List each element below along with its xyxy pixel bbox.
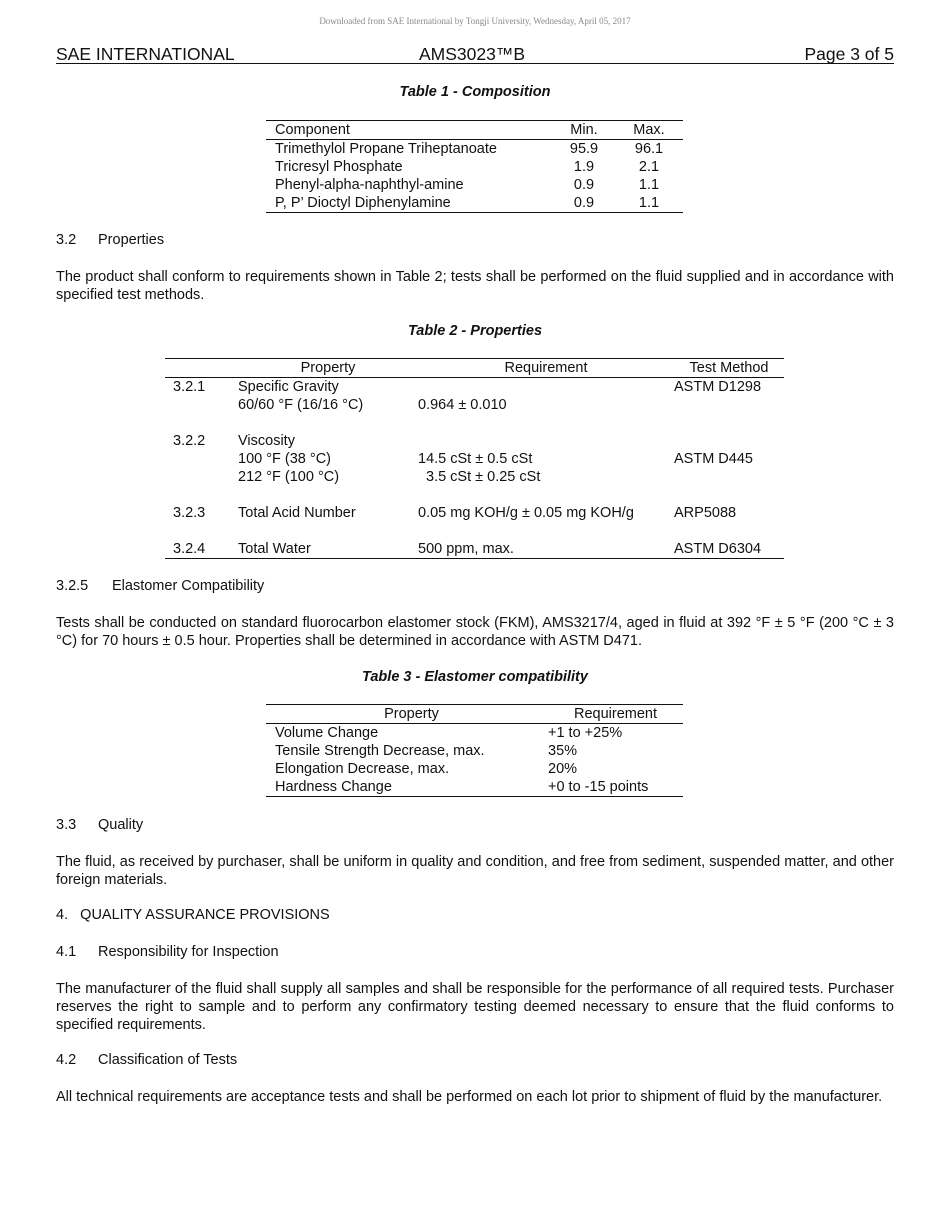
properties-table — [165, 358, 784, 559]
download-watermark: Downloaded from SAE International by Tongji University, Wednesday, April 05, 2017 — [319, 16, 631, 26]
test-method-cell: ASTM D1298 — [674, 379, 762, 395]
property-cell: Total Acid Number — [238, 505, 356, 521]
max-cell: 2.1 — [638, 159, 660, 175]
header-org: SAE INTERNATIONAL — [56, 44, 235, 64]
property-cell: 100 °F (38 °C) — [238, 451, 331, 467]
property-cell: Specific Gravity — [238, 379, 339, 395]
section-title: Responsibility for Inspection — [98, 944, 279, 960]
table-row — [165, 504, 784, 522]
table-header-row — [266, 121, 683, 140]
requirement-cell — [418, 378, 674, 397]
section-title: Elastomer Compatibility — [112, 578, 265, 594]
min-cell: 1.9 — [573, 159, 595, 175]
requirement-cell: 35% — [548, 743, 578, 759]
component-cell: Tricresyl Phosphate — [275, 159, 403, 175]
header-rule — [56, 63, 894, 64]
min-cell: 95.9 — [569, 141, 599, 157]
test-method-cell: ASTM D6304 — [674, 541, 762, 557]
section-number: 3.2 — [56, 232, 77, 248]
section-title: Quality — [98, 817, 144, 833]
table-row — [266, 140, 683, 159]
col-header-requirement: Requirement — [548, 705, 683, 724]
section-3-2-heading — [56, 232, 164, 248]
property-cell: Elongation Decrease, max. — [275, 761, 450, 777]
table-row — [165, 378, 784, 397]
test-method-cell: ARP5088 — [674, 505, 737, 521]
composition-table — [266, 120, 683, 213]
table-header-row — [266, 705, 683, 724]
requirement-cell: +1 to +25% — [548, 725, 623, 741]
section-3-2-5-text: Tests shall be conducted on standard fluorocarbon elastomer stock (FKM), AMS3217/4, aged in fluid at 392 °F ± 5 °F (200 °C ± 3 °C) for 70 hours ± 0.5 hour. Properties shall be determined in accordance with ASTM D471. — [56, 615, 894, 649]
table-row — [266, 742, 683, 760]
requirement-cell: 3.5 cSt ± 0.25 cSt — [426, 469, 541, 485]
min-cell: 0.9 — [573, 177, 595, 193]
section-title: Properties — [98, 232, 165, 248]
max-cell: 1.1 — [638, 195, 660, 211]
col-header-test-method: Test Method — [674, 359, 784, 378]
max-cell: 96.1 — [634, 141, 664, 157]
test-method-cell: ASTM D445 — [674, 451, 753, 467]
property-cell: Volume Change — [275, 725, 379, 741]
property-cell: 60/60 °F (16/16 °C) — [238, 397, 364, 413]
paragraph-number: 3.2.1 — [173, 379, 206, 395]
header-doc-number: AMS3023™B — [419, 44, 526, 64]
table1-caption: Table 1 - Composition — [399, 84, 551, 100]
col-header-property: Property — [238, 359, 418, 378]
requirement-cell: +0 to -15 points — [548, 779, 649, 795]
table-row — [165, 432, 784, 450]
table-row — [165, 540, 784, 559]
table-row — [165, 396, 784, 414]
table-row — [266, 158, 683, 176]
col-header-min: Min. — [553, 121, 615, 140]
section-4-heading: 4. QUALITY ASSURANCE PROVISIONS — [56, 907, 330, 923]
table-row — [266, 778, 683, 797]
section-4-2-heading — [56, 1052, 237, 1068]
elastomer-compatibility-table — [266, 704, 683, 797]
component-cell: Trimethylol Propane Triheptanoate — [275, 141, 497, 157]
paragraph-number: 3.2.3 — [173, 505, 206, 521]
header-page-number: Page 3 of 5 — [804, 44, 894, 64]
table2-caption: Table 2 - Properties — [407, 323, 543, 339]
property-cell: Viscosity — [238, 433, 295, 449]
requirement-cell: 14.5 cSt ± 0.5 cSt — [418, 451, 533, 467]
section-number: 4.1 — [56, 944, 77, 960]
property-cell: Total Water — [238, 541, 311, 557]
property-cell: 212 °F (100 °C) — [238, 469, 340, 485]
table-row — [165, 468, 784, 486]
paragraph-number: 3.2.4 — [173, 541, 206, 557]
section-3-3-text: The fluid, as received by purchaser, shall be uniform in quality and condition, and free from sediment, suspended matter, and other foreign materials. — [56, 854, 894, 888]
table-row — [266, 176, 683, 194]
requirement-cell: 0.05 mg KOH/g ± 0.05 mg KOH/g — [418, 505, 634, 521]
col-header-property: Property — [266, 705, 548, 724]
min-cell: 0.9 — [573, 195, 595, 211]
table3-caption: Table 3 - Elastomer compatibility — [362, 669, 588, 685]
component-cell: Phenyl-alpha-naphthyl-amine — [275, 177, 464, 193]
table-row — [266, 194, 683, 213]
property-cell: Tensile Strength Decrease, max. — [275, 743, 485, 759]
col-header-requirement: Requirement — [418, 359, 674, 378]
table-row — [266, 760, 683, 778]
property-cell: Hardness Change — [275, 779, 392, 795]
section-title: Classification of Tests — [98, 1052, 238, 1068]
component-cell: P, P’ Dioctyl Diphenylamine — [275, 195, 451, 211]
table-header-row — [165, 359, 784, 378]
section-3-2-text: The product shall conform to requirements shown in Table 2; tests shall be performed on the fluid supplied and in accordance with specified test methods. — [56, 269, 894, 303]
table-row — [165, 450, 784, 468]
section-3-3-heading — [56, 817, 143, 833]
requirement-cell: 0.964 ± 0.010 — [418, 397, 507, 413]
section-number: 4.2 — [56, 1052, 77, 1068]
section-4-1-heading — [56, 944, 279, 960]
table-row — [266, 724, 683, 743]
max-cell: 1.1 — [638, 177, 660, 193]
section-number: 3.2.5 — [56, 578, 89, 594]
section-number: 3.3 — [56, 817, 77, 833]
section-4-2-text: All technical requirements are acceptance tests and shall be performed on each lot prior to shipment of fluid by the manufacturer. — [56, 1089, 883, 1105]
section-4-1-text: The manufacturer of the fluid shall supply all samples and shall be responsible for the performance of all required tests. Purchaser reserves the right to sample and to perform any confirmatory testing deemed necessary to ensure that the fluid conforms to specified requirements. — [56, 981, 894, 1033]
col-header-component: Component — [266, 121, 553, 140]
requirement-cell: 500 ppm, max. — [418, 541, 514, 557]
requirement-cell: 20% — [548, 761, 578, 777]
col-header-max: Max. — [615, 121, 683, 140]
section-3-2-5-heading — [56, 578, 264, 594]
paragraph-number: 3.2.2 — [173, 433, 206, 449]
